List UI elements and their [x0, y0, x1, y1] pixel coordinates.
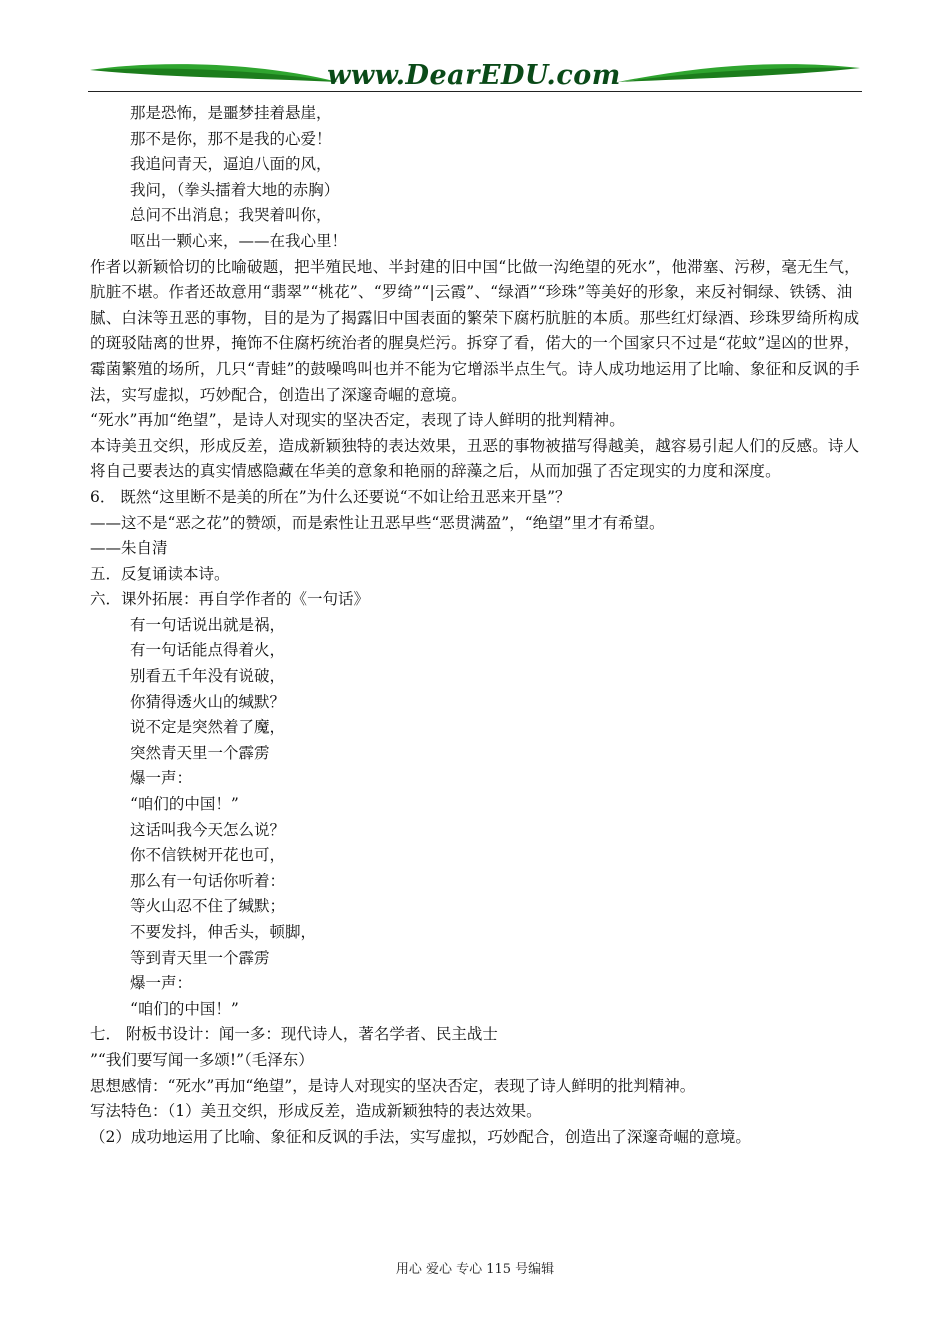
poem-line: “咱们的中国！” [130, 999, 239, 1018]
analysis-paragraph: 本诗美丑交织，形成反差，造成新颖独特的表达效果，丑恶的事物被描写得越美，越容易引起人们的反感。诗人将自己要表达的真实情感隐藏在华美的意象和艳丽的辞藻之后，从而加强了否定现实的力度和深度。 [90, 436, 860, 481]
poem-line: 那不是你，那不是我的心爱！ [130, 129, 332, 148]
section-7-heading: 七． 附板书设计：闻一多：现代诗人，著名学者、民主战士 [90, 1025, 498, 1044]
poem-line: 我问，（拳头擂着大地的赤胸） [130, 180, 340, 199]
analysis-paragraph: 作者以新颖恰切的比喻破题，把半殖民地、半封建的旧中国“比做一沟绝望的死水”，他滞塞、污秽，毫无生气，肮脏不堪。作者还故意用“翡翠”“桃花”、“罗绮”“|云霞”、“绿酒”“珍珠”等美好的形象，来反衬铜绿、铁锈、油腻、白沫等丑恶的事物，目的是为了揭露旧中国表面的繁荣下腐朽肮脏的本质。那些红灯绿酒、珍珠罗绮所构成的斑驳陆离的世界，掩饰不住腐朽统治者的腥臭烂污。拆穿了看，偌大的一个国家只不过是“花蚊”逞凶的世界，霉菌繁殖的场所，几只“青蛙”的鼓噪鸣叫也并不能为它增添半点生气。诗人成功地运用了比喻、象征和反讽的手法，实写虚拟，巧妙配合，创造出了深邃奇崛的意境。 [90, 257, 860, 404]
section-7-feature-2: （2）成功地运用了比喻、象征和反讽的手法，实写虚拟，巧妙配合，创造出了深邃奇崛的意境。 [90, 1127, 751, 1146]
poem-line: 那么有一句话你听着： [130, 871, 286, 890]
poem-line: 别看五千年没有说破， [130, 667, 286, 686]
poem-line: 等火山忍不住了缄默； [130, 897, 286, 916]
section-6-heading: 六．课外拓展：再自学作者的《一句话》 [90, 590, 370, 609]
section-7-thought: 思想感情：“死水”再加“绝望”，是诗人对现实的坚决否定，表现了诗人鲜明的批判精神。 [90, 1076, 696, 1095]
poem-line: 那是恐怖，是噩梦挂着悬崖， [130, 104, 332, 122]
poem-line: 你猜得透火山的缄默？ [130, 692, 286, 711]
site-header [88, 58, 862, 98]
poem-line: 爆一声： [130, 974, 193, 993]
poem-line: “咱们的中国！” [130, 795, 239, 814]
poem-line: 等到青天里一个霹雳 [130, 948, 270, 967]
analysis-paragraph: “死水”再加“绝望”，是诗人对现实的坚决否定，表现了诗人鲜明的批判精神。 [90, 411, 625, 430]
document-body [90, 101, 870, 1150]
site-logo: www.DearEDU.com [327, 60, 621, 91]
poem-line: 总问不出消息；我哭着叫你， [130, 206, 332, 225]
poem-line: 爆一声： [130, 769, 193, 788]
poem-line: 我追问青天，逼迫八面的风， [130, 155, 332, 174]
poem-line: 突然青天里一个霹雳 [130, 743, 270, 762]
poem-line: 有一句话能点得着火， [130, 641, 286, 660]
poem-line: 这话叫我今天怎么说？ [130, 820, 286, 839]
header-divider [88, 91, 862, 92]
question-6-source: ——朱自清 [90, 539, 168, 558]
poem-line: 不要发抖，伸舌头，顿脚， [130, 923, 317, 941]
poem-line: 呕出一颗心来，——在我心里！ [130, 231, 348, 250]
poem-line: 有一句话说出就是祸， [130, 615, 286, 634]
section-5-heading: 五．反复诵读本诗。 [90, 564, 230, 583]
page-footer: 用心 爱心 专心 115 号编辑 [395, 1262, 555, 1277]
section-7-feature-1: 写法特色：（1）美丑交织，形成反差，造成新颖独特的表达效果。 [90, 1102, 542, 1121]
poem-line: 你不信铁树开花也可， [130, 846, 286, 865]
question-6: 6． 既然“这里断不是美的所在”为什么还要说“不如让给丑恶来开垦”？ [90, 487, 571, 506]
section-7-quote: ”“我们要写闻一多颂!”（毛泽东） [90, 1050, 314, 1069]
question-6-answer: ——这不是“恶之花”的赞颂，而是索性让丑恶早些“恶贯满盈”，“绝望”里才有希望。 [90, 513, 665, 532]
poem-line: 说不定是突然着了魔， [130, 718, 286, 737]
